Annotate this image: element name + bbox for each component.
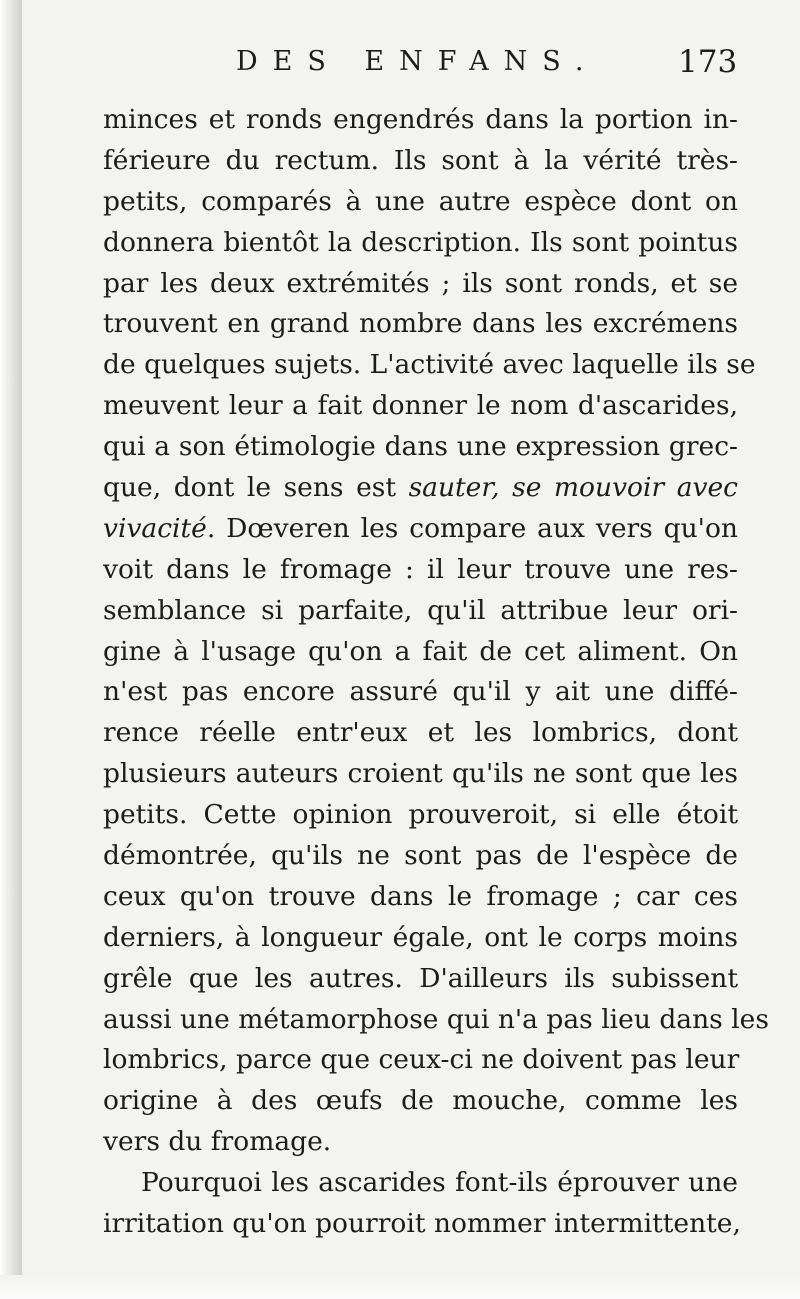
paragraph-1 bbox=[103, 100, 769, 1163]
text-line: rence réelle entr'eux et les lombrics, dont bbox=[103, 717, 738, 749]
text-segment: que, dont le sens est bbox=[103, 472, 409, 504]
text-line-mixed bbox=[103, 509, 738, 550]
text-line: petits. Cette opinion prouveroit, si elle étoit bbox=[103, 799, 738, 831]
running-head: DES ENFANS. bbox=[236, 46, 599, 77]
text-line: ceux qu'on trouve dans le fromage ; car ces bbox=[103, 880, 738, 912]
page-gutter-shadow bbox=[0, 0, 22, 1299]
text-line: semblance si parfaite, qu'il attribue leur ori- bbox=[103, 594, 738, 626]
text-line: plusieurs auteurs croient qu'ils ne sont que les bbox=[103, 758, 738, 790]
text-line: Pourquoi les ascarides font-ils éprouver une bbox=[141, 1167, 738, 1199]
page-number: 173 bbox=[678, 44, 738, 80]
text-line: minces et ronds engendrés dans la portion in- bbox=[103, 104, 738, 135]
text-line: meuvent leur a fait donner le nom d'ascarides, bbox=[103, 390, 738, 422]
text-line: origine à des œufs de mouche, comme les bbox=[103, 1085, 738, 1117]
text-line: vers du fromage. bbox=[103, 1126, 332, 1158]
text-line: gine à l'usage qu'on a fait de cet aliment. On bbox=[103, 635, 738, 667]
text-line: grêle que les autres. D'ailleurs ils subissent bbox=[103, 962, 738, 994]
text-line: aussi une métamorphose qui n'a pas lieu dans les bbox=[103, 1003, 769, 1035]
text-line: de quelques sujets. L'activité avec laquelle ils se bbox=[103, 349, 756, 381]
page-bottom-margin bbox=[0, 1275, 800, 1299]
text-line: trouvent en grand nombre dans les excrémens bbox=[103, 308, 738, 340]
text-line: voit dans le fromage : il leur trouve une res- bbox=[103, 553, 738, 585]
text-segment: . Dœveren les compare aux vers qu'on bbox=[206, 512, 738, 544]
text-line: qui a son étimologie dans une expression grec- bbox=[103, 431, 738, 463]
text-line-mixed bbox=[103, 468, 738, 509]
body-text bbox=[103, 100, 769, 1245]
paragraph-2 bbox=[103, 1163, 741, 1245]
text-line: petits, comparés à une autre espèce dont on bbox=[103, 185, 738, 217]
text-line: n'est pas encore assuré qu'il y ait une diffé- bbox=[103, 676, 738, 708]
italic-phrase: sauter, se mouvoir avec bbox=[408, 472, 738, 504]
text-line: irritation qu'on pourroit nommer intermittente, bbox=[103, 1208, 741, 1240]
text-line: par les deux extrémités ; ils sont ronds, et se bbox=[103, 267, 738, 299]
text-line: donnera bientôt la description. Ils sont pointus bbox=[103, 226, 738, 258]
italic-word: vivacité bbox=[103, 512, 207, 544]
text-line: lombrics, parce que ceux-ci ne doivent pas leur bbox=[103, 1044, 740, 1076]
text-line: derniers, à longueur égale, ont le corps moins bbox=[103, 921, 738, 953]
text-line: démontrée, qu'ils ne sont pas de l'espèce de bbox=[103, 840, 738, 872]
page-header bbox=[200, 44, 760, 84]
text-line: férieure du rectum. Ils sont à la vérité très- bbox=[103, 144, 738, 176]
